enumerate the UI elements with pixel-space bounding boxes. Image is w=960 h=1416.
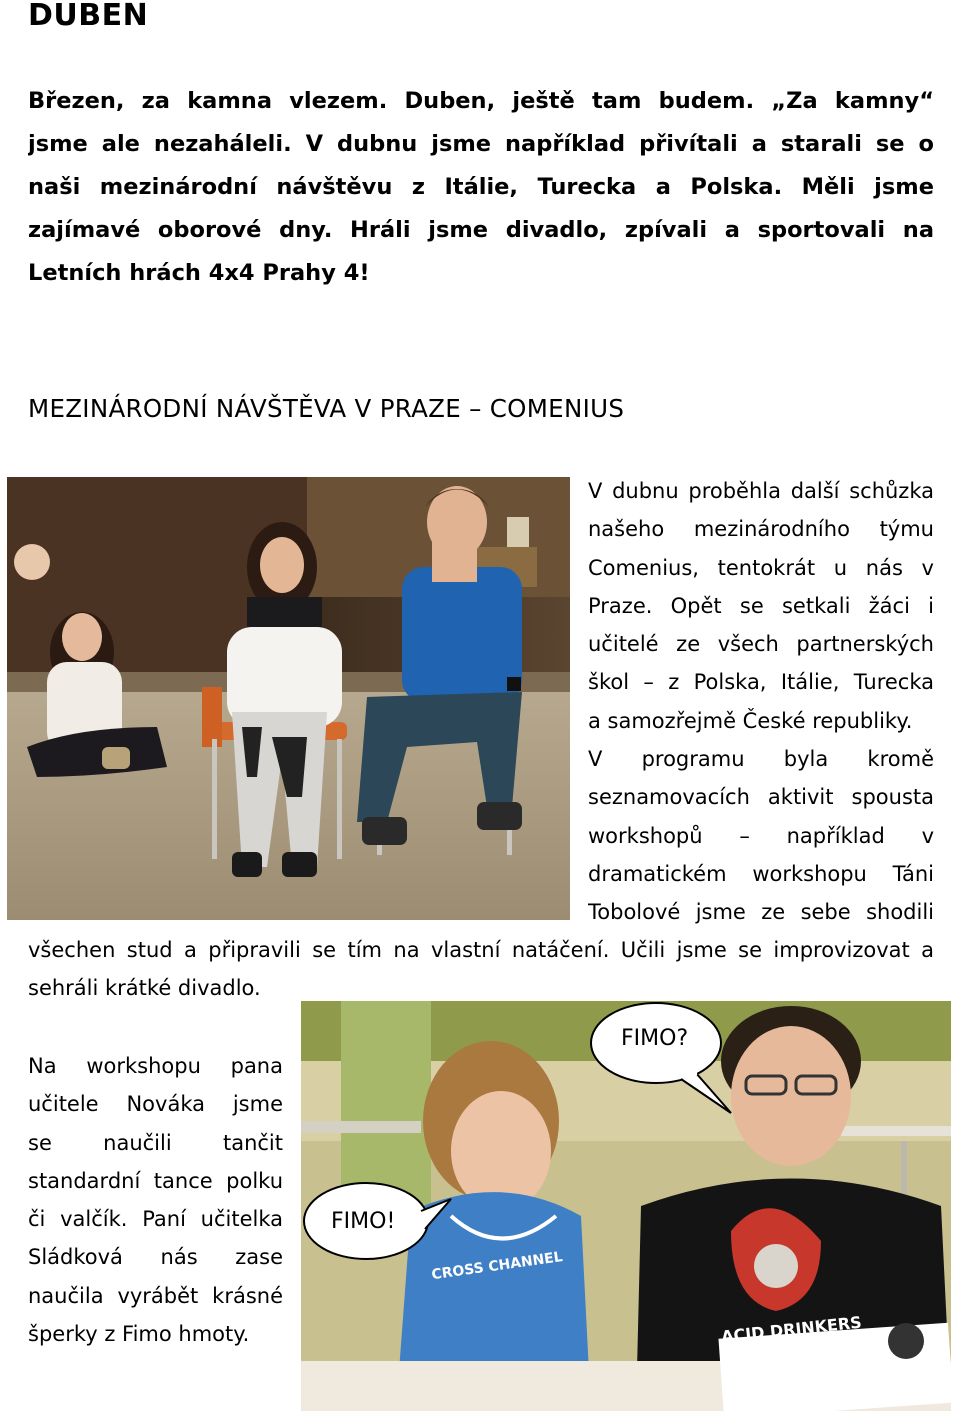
paragraph-line: seznamovacích aktivit spousta xyxy=(588,785,934,810)
hoodie-text: CROSS CHANNEL xyxy=(430,1249,564,1284)
paragraph-line: Praze. Opět se setkali žáci i xyxy=(588,593,934,618)
comenius-paragraph xyxy=(588,472,934,932)
bubble-answer-text: FIMO! xyxy=(331,1209,396,1234)
paragraph-line: standardní tance polku xyxy=(28,1168,283,1193)
paragraph-line: sehráli krátké divadlo. xyxy=(28,976,261,1001)
paragraph-line: workshopů – například v xyxy=(588,823,934,848)
intro-line: zajímavé oborové dny. Hráli jsme divadlo, zpívali a sportovali na xyxy=(28,217,934,243)
paragraph-line: škol – z Polska, Itálie, Turecka xyxy=(588,670,934,695)
paragraph-line: V programu byla kromě xyxy=(588,747,934,772)
paragraph-line: dramatickém workshopu Táni xyxy=(588,861,934,886)
section-heading: MEZINÁRODNÍ NÁVŠTĚVA V PRAZE – COMENIUS xyxy=(28,394,625,423)
paragraph-line: učitelé ze všech partnerských xyxy=(588,632,934,657)
intro-line: Březen, za kamna vlezem. Duben, ještě tam budem. „Za kamny“ xyxy=(28,88,934,114)
intro-line: naši mezinárodní návštěvu z Itálie, Turecka a Polska. Měli jsme xyxy=(28,174,934,200)
fimo-workshop-photo xyxy=(301,1001,951,1411)
intro-paragraph xyxy=(28,80,934,295)
paragraph-line: se naučili tančit xyxy=(28,1130,283,1155)
paragraph-line: Comenius, tentokrát u nás v xyxy=(588,555,934,580)
paragraph-line: a samozřejmě České republiky. xyxy=(588,708,913,733)
paragraph-line: našeho mezinárodního týmu xyxy=(588,517,934,542)
paragraph-line: všechen stud a připravili se tím na vlastní natáčení. Učili jsme se improvizovat a xyxy=(28,938,934,962)
intro-line: Letních hrách 4x4 Prahy 4! xyxy=(28,260,370,286)
paragraph-line: učitele Nováka jsme xyxy=(28,1092,283,1117)
students-on-chairs-photo xyxy=(7,477,570,920)
page-title: DUBEN xyxy=(28,0,149,33)
paragraph-line: V dubnu proběhla další schůzka xyxy=(588,479,934,503)
workshop-paragraph xyxy=(28,1047,283,1353)
paragraph-line: Sládková nás zase xyxy=(28,1245,283,1270)
paragraph-line: Tobolové jsme ze sebe shodili xyxy=(588,900,934,925)
paragraph-line: naučila vyrábět krásné xyxy=(28,1283,283,1308)
tshirt-text: ACID DRINKERS xyxy=(720,1312,863,1347)
comenius-paragraph-continued xyxy=(28,931,934,1008)
paragraph-line: šperky z Fimo hmoty. xyxy=(28,1322,250,1347)
intro-line: jsme ale nezaháleli. V dubnu jsme například přivítali a starali se o xyxy=(28,131,934,157)
bubble-question-text: FIMO? xyxy=(621,1026,689,1051)
paragraph-line: Na workshopu pana xyxy=(28,1054,283,1078)
paragraph-line: či valčík. Paní učitelka xyxy=(28,1207,283,1232)
